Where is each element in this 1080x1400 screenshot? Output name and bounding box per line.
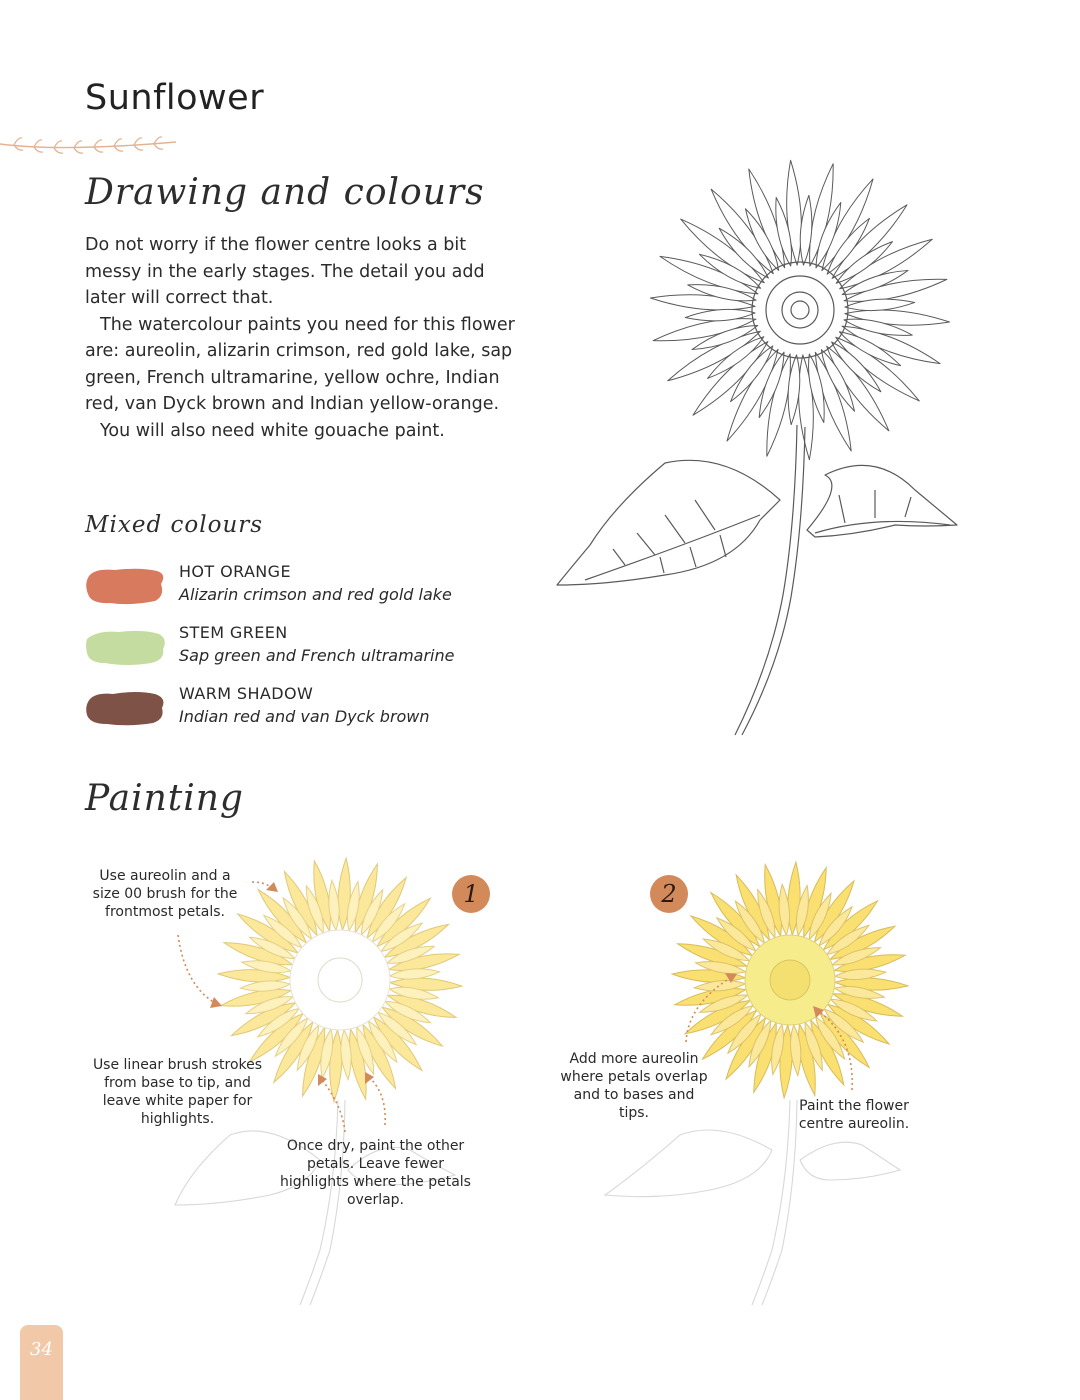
intro-paragraph: The watercolour paints you need for this flower are: aureolin, alizarin crimson, red gold lake, sap green, French ultramarine, yellow ochre, Indian red, van Dyck brown and Indian yellow-orange. — [85, 314, 515, 414]
petal — [800, 195, 812, 265]
petal — [832, 205, 907, 279]
sunflower-pencil-sketch — [545, 145, 975, 745]
mix-recipe: Indian red and van Dyck brown — [179, 707, 430, 726]
petal — [788, 355, 800, 425]
mix-name: STEM GREEN — [179, 623, 288, 642]
step-2-note-overlap: Add more aureolin where petals overlap and to bases and tips. — [560, 1051, 708, 1121]
section-heading-drawing: Drawing and colours — [85, 172, 485, 213]
intro-paragraph: You will also need white gouache paint. — [100, 420, 445, 441]
section-heading-painting: Painting — [85, 778, 244, 819]
step-2-note-centre: Paint the flower centre aureolin. — [798, 1098, 910, 1132]
mix-item — [85, 562, 505, 614]
intro-paragraph: Do not worry if the flower centre looks a bit messy in the early stages. The detail you add later will correct that. — [85, 235, 485, 308]
mix-item — [85, 623, 505, 675]
mix-recipe: Alizarin crimson and red gold lake — [179, 585, 452, 604]
paint-swatch — [85, 688, 167, 728]
petal-ring-outer — [650, 160, 949, 459]
paint-swatch — [85, 566, 167, 606]
mix-item — [85, 684, 505, 736]
swatch-fill — [86, 631, 165, 665]
mix-name: HOT ORANGE — [179, 562, 291, 581]
paint-swatch — [85, 627, 167, 667]
page-number: 34 — [30, 1339, 53, 1360]
page-title: Sunflower — [85, 78, 265, 118]
swatch-fill — [86, 569, 163, 604]
step-1-note-frontmost: Use aureolin and a size 00 brush for the frontmost petals. — [92, 868, 238, 920]
swatch-fill — [86, 692, 163, 725]
mix-recipe: Sap green and French ultramarine — [179, 646, 455, 665]
flower-centre-ring — [770, 960, 810, 1000]
intro-text — [85, 232, 525, 444]
petal — [693, 342, 768, 416]
step-2-badge: 2 — [650, 875, 688, 913]
mixed-colours-heading: Mixed colours — [85, 512, 264, 538]
step-1-note-other-petals: Once dry, paint the other petals. Leave fewer highlights where the petals overlap. — [280, 1138, 471, 1208]
flower-centre — [290, 930, 390, 1030]
mix-name: WARM SHADOW — [179, 684, 314, 703]
page-number-tab — [20, 1325, 63, 1400]
step-1-note-strokes: Use linear brush strokes from base to tip, and leave white paper for highlights. — [92, 1057, 263, 1127]
sprig-divider-icon — [0, 130, 180, 160]
step-1-badge: 1 — [452, 875, 490, 913]
